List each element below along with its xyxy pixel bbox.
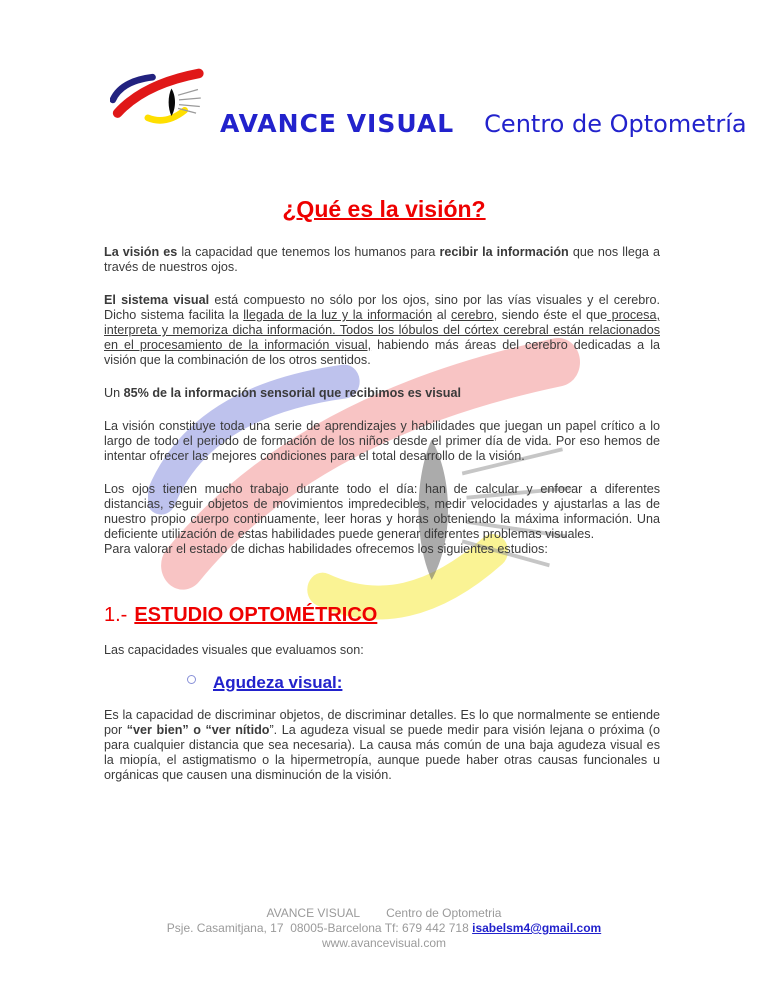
footer-line2 xyxy=(0,921,768,936)
brand-line xyxy=(220,109,747,138)
doc-title xyxy=(0,196,768,223)
section-intro: Las capacidades visuales que evaluamos son: xyxy=(104,643,364,657)
text-run: está compuesto no sólo por los ojos, sino por las vías visuales y el cerebro. Dicho sistema facilita la xyxy=(104,293,660,322)
text-run: La visión es xyxy=(104,245,182,259)
text-run: ”. La agudeza visual se puede medir para visión lejana o próxima (o para cualquier distancia que sea necesaria). La causa más común de una baja agudeza visual es la miopía, el astigmatismo o la hipermetropía, aunque puede haber otras causas funcionales u orgánicas que causen una disminución de la visión. xyxy=(104,723,661,782)
footer xyxy=(0,906,768,951)
text-run: Los ojos tienen mucho trabajo durante todo el día: han de calcular y enfocar a diferentes distancias, seguir objetos de movimientos impredecibles, medir velocidades y ajustarlas a las de nuestro propio cuerpo continuamente, leer horas y horas obteniendo la máxima información. Una deficiente utilización de estas habilidades puede generar diferentes problemas visuales. xyxy=(104,482,660,541)
footer-address: Psje. Casamitjana, 17 08005-Barcelona Tf: 679 442 718 xyxy=(166,921,473,935)
text-run: Es la capacidad de discriminar objetos, de discriminar detalles. Es lo que normalmente se entiende por xyxy=(104,708,660,737)
text-run: recibir la información xyxy=(439,245,569,259)
text-run: cerebro xyxy=(451,308,494,322)
text-run: que nos llega a través de nuestros ojos. xyxy=(104,245,660,274)
text-run: , siendo éste el que xyxy=(493,308,608,322)
text-run: llegada de la luz y la información xyxy=(243,308,433,322)
eye-logo-icon xyxy=(110,68,214,128)
text-run: 85% de la información sensorial que recibimos es visual xyxy=(123,386,461,400)
section-heading xyxy=(104,603,660,627)
paragraph xyxy=(104,386,660,401)
bullet-circle-icon xyxy=(187,675,196,684)
paragraph xyxy=(104,542,660,557)
paragraph xyxy=(104,293,660,368)
section-title: ESTUDIO OPTOMÉTRICO xyxy=(134,604,378,626)
text-run: Para valorar el estado de dichas habilidades ofrecemos los siguientes estudios: xyxy=(104,542,548,556)
text-run: la capacidad que tenemos los humanos para xyxy=(181,245,440,259)
intro-paragraphs xyxy=(104,245,660,557)
agudeza-visual-link[interactable]: Agudeza visual: xyxy=(213,673,343,692)
doc-title-text: ¿Qué es la visión? xyxy=(282,196,486,222)
section-number: 1.- xyxy=(104,604,128,626)
section-paragraphs xyxy=(104,708,660,783)
text-run: La visión constituye toda una serie de aprendizajes y habilidades que juegan un papel crítico a lo largo de todo el periodo de formación de los niños desde el primer día de vida. Por eso hemos de intentar ofrecer las mejores condiciones para el total desarrollo de la visión. xyxy=(104,419,660,463)
header xyxy=(110,68,747,138)
text-run: habiendo más áreas del cerebro dedicadas a la visión que la combinación de los otros sentidos. xyxy=(104,338,660,367)
paragraph xyxy=(104,482,660,542)
bullet-item xyxy=(187,675,660,692)
footer-center-name: Centro de Optometria xyxy=(386,906,502,920)
document-body xyxy=(104,245,660,801)
text-run: al xyxy=(432,308,452,322)
footer-website: www.avancevisual.com xyxy=(321,936,447,950)
brand-name: AVANCE VISUAL xyxy=(220,109,455,138)
paragraph xyxy=(104,708,660,783)
paragraph xyxy=(104,245,660,275)
text-run: “ver bien” o “ver nítido xyxy=(126,723,270,737)
footer-line1 xyxy=(0,906,768,921)
email-link[interactable]: isabelsm4@gmail.com xyxy=(472,921,602,935)
text-run: procesa, interpreta y memoriza dicha información. Todos los lóbulos del córtex cerebral están relacionados en el procesamiento de la información visual, xyxy=(104,308,660,352)
brand-subtitle: Centro de Optometría xyxy=(484,110,747,138)
text-run: Un xyxy=(104,386,124,400)
paragraph xyxy=(104,419,660,464)
footer-brand: AVANCE VISUAL xyxy=(266,906,361,920)
text-run: El sistema visual xyxy=(104,293,210,307)
